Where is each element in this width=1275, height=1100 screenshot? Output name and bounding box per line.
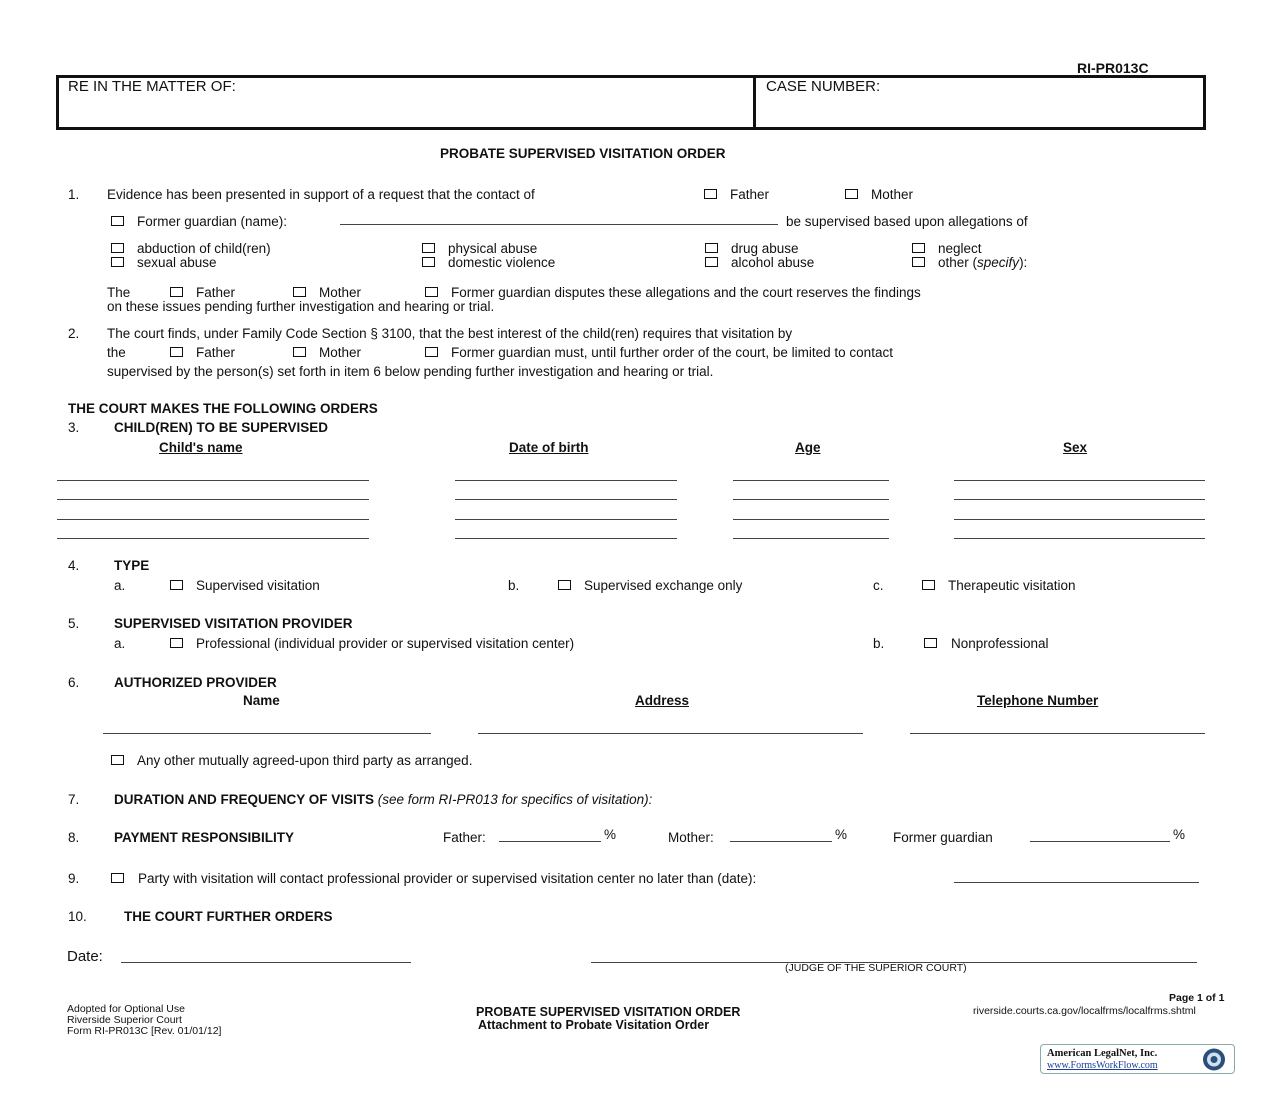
- sex-header: Sex: [1063, 440, 1088, 455]
- item4-title: TYPE: [114, 558, 150, 573]
- item3-number: 3.: [68, 420, 80, 435]
- item5-number: 5.: [68, 616, 80, 631]
- child-name-field[interactable]: [57, 519, 369, 520]
- type-a-letter: a.: [114, 578, 126, 593]
- footer-title: PROBATE SUPERVISED VISITATION ORDER: [476, 1005, 741, 1019]
- therapeutic-visitation-checkbox[interactable]: [922, 580, 935, 590]
- father-checkbox[interactable]: [704, 189, 717, 199]
- footer-left: Adopted for Optional Use Riverside Superior Court Form RI-PR013C [Rev. 01/01/12]: [67, 1003, 222, 1037]
- dob-header: Date of birth: [509, 440, 589, 455]
- supervised-text: be supervised based upon allegations of: [786, 214, 1028, 229]
- child-name-header: Child's name: [159, 440, 243, 455]
- sex-field[interactable]: [954, 519, 1205, 520]
- item4-number: 4.: [68, 558, 80, 573]
- abduction-label: abduction of child(ren): [137, 241, 271, 256]
- mother-pct-sign: %: [835, 827, 848, 842]
- item2-mother-label: Mother: [319, 345, 362, 360]
- item1-text: Evidence has been presented in support of a request that the contact of: [107, 187, 535, 202]
- provider-name-field[interactable]: [103, 733, 431, 734]
- nonprofessional-checkbox[interactable]: [924, 638, 937, 648]
- sex-field[interactable]: [954, 480, 1205, 481]
- father-pct-label: Father:: [443, 830, 486, 845]
- dob-field[interactable]: [455, 480, 677, 481]
- father-pct-field[interactable]: [499, 841, 601, 842]
- father-label: Father: [730, 187, 770, 202]
- former-pct-label: Former guardian: [893, 830, 993, 845]
- globe-icon: [1199, 1046, 1229, 1073]
- dispute-former-guardian-checkbox[interactable]: [425, 287, 438, 297]
- page-title: PROBATE SUPERVISED VISITATION ORDER: [440, 146, 726, 161]
- item2-number: 2.: [68, 326, 80, 341]
- dob-field[interactable]: [455, 538, 677, 539]
- item5-title: SUPERVISED VISITATION PROVIDER: [114, 616, 353, 631]
- item8-number: 8.: [68, 830, 80, 845]
- age-field[interactable]: [733, 519, 889, 520]
- case-number-label: CASE NUMBER:: [766, 78, 881, 95]
- age-header: Age: [795, 440, 821, 455]
- other-allegation-checkbox[interactable]: [912, 257, 925, 267]
- supervised-visitation-checkbox[interactable]: [170, 580, 183, 590]
- provider-address-field[interactable]: [478, 733, 863, 734]
- dob-field[interactable]: [455, 499, 677, 500]
- item2-former-guardian-checkbox[interactable]: [425, 347, 438, 357]
- item2-father-checkbox[interactable]: [170, 347, 183, 357]
- alcohol-abuse-checkbox[interactable]: [705, 257, 718, 267]
- neglect-label: neglect: [938, 241, 982, 256]
- professional-checkbox[interactable]: [170, 638, 183, 648]
- former-guardian-label: Former guardian (name):: [137, 214, 288, 229]
- sex-field[interactable]: [954, 538, 1205, 539]
- dispute-text-2: on these issues pending further investigation and hearing or trial.: [107, 299, 495, 314]
- dispute-the: The: [107, 285, 131, 300]
- item1-number: 1.: [68, 187, 80, 202]
- item2-line3: supervised by the person(s) set forth in item 6 below pending further investigation and hearing or trial.: [107, 364, 714, 379]
- item3-title: CHILD(REN) TO BE SUPERVISED: [114, 420, 329, 435]
- drug-abuse-checkbox[interactable]: [705, 243, 718, 253]
- matter-label: RE IN THE MATTER OF:: [68, 78, 236, 95]
- child-name-field[interactable]: [57, 538, 369, 539]
- age-field[interactable]: [733, 480, 889, 481]
- contact-date-field[interactable]: [954, 882, 1199, 883]
- mother-pct-label: Mother:: [668, 830, 714, 845]
- alcohol-abuse-label: alcohol abuse: [731, 255, 815, 270]
- nonprofessional-label: Nonprofessional: [951, 636, 1049, 651]
- supervised-exchange-checkbox[interactable]: [558, 580, 571, 590]
- type-c-letter: c.: [873, 578, 884, 593]
- item10-title: THE COURT FURTHER ORDERS: [124, 909, 333, 924]
- neglect-checkbox[interactable]: [912, 243, 925, 253]
- provider-a-letter: a.: [114, 636, 126, 651]
- father-pct-sign: %: [604, 827, 617, 842]
- provider-name-header: Name: [243, 693, 280, 708]
- supervised-visitation-label: Supervised visitation: [196, 578, 320, 593]
- page-number: Page 1 of 1: [1169, 992, 1225, 1004]
- date-field[interactable]: [121, 962, 411, 963]
- domestic-violence-label: domestic violence: [448, 255, 556, 270]
- dispute-father-label: Father: [196, 285, 236, 300]
- item9-text: Party with visitation will contact professional provider or supervised visitation center no later than (date):: [138, 871, 757, 886]
- header-divider: [753, 75, 756, 130]
- form-id: RI-PR013C: [1077, 60, 1149, 76]
- age-field[interactable]: [733, 538, 889, 539]
- item2-line2: Former guardian must, until further order of the court, be limited to contact: [451, 345, 893, 360]
- date-label: Date:: [67, 948, 103, 965]
- former-pct-field[interactable]: [1030, 841, 1170, 842]
- provider-address-header: Address: [635, 693, 690, 708]
- provider-phone-header: Telephone Number: [977, 693, 1099, 708]
- mother-label: Mother: [871, 187, 914, 202]
- item6-title: AUTHORIZED PROVIDER: [114, 675, 277, 690]
- sexual-abuse-checkbox[interactable]: [111, 257, 124, 267]
- item2-line1: The court finds, under Family Code Section § 3100, that the best interest of the child(ren) requires that visitation by: [107, 326, 793, 341]
- dispute-father-checkbox[interactable]: [170, 287, 183, 297]
- provider-b-letter: b.: [873, 636, 885, 651]
- item6-number: 6.: [68, 675, 80, 690]
- item10-number: 10.: [68, 909, 87, 924]
- type-b-letter: b.: [508, 578, 520, 593]
- provider-phone-field[interactable]: [910, 733, 1205, 734]
- item2-father-label: Father: [196, 345, 236, 360]
- american-legalnet-logo[interactable]: [1040, 1044, 1235, 1074]
- footer-url: riverside.courts.ca.gov/localfrms/localfrms.shtml: [973, 1005, 1196, 1017]
- child-name-field[interactable]: [57, 480, 369, 481]
- dispute-mother-checkbox[interactable]: [293, 287, 306, 297]
- item7-number: 7.: [68, 792, 80, 807]
- mother-checkbox[interactable]: [845, 189, 858, 199]
- domestic-violence-checkbox[interactable]: [422, 257, 435, 267]
- age-field[interactable]: [733, 499, 889, 500]
- orders-heading: THE COURT MAKES THE FOLLOWING ORDERS: [68, 401, 378, 416]
- other-party-label: Any other mutually agreed-upon third party as arranged.: [137, 753, 473, 768]
- item7-text: DURATION AND FREQUENCY OF VISITS (see form RI-PR013 for specifics of visitation):: [114, 792, 653, 807]
- dob-field[interactable]: [455, 519, 677, 520]
- other-allegation-label: other (specify):: [938, 255, 1028, 270]
- physical-abuse-label: physical abuse: [448, 241, 538, 256]
- item8-title: PAYMENT RESPONSIBILITY: [114, 830, 295, 845]
- former-guardian-checkbox[interactable]: [111, 216, 124, 226]
- item9-number: 9.: [68, 871, 80, 886]
- judge-label: (JUDGE OF THE SUPERIOR COURT): [785, 962, 967, 974]
- former-guardian-name-field[interactable]: [340, 224, 778, 225]
- physical-abuse-checkbox[interactable]: [422, 243, 435, 253]
- logo-url[interactable]: www.FormsWorkFlow.com: [1047, 1060, 1158, 1071]
- other-party-checkbox[interactable]: [111, 755, 124, 765]
- item2-the: the: [107, 345, 126, 360]
- mother-pct-field[interactable]: [730, 841, 832, 842]
- abduction-checkbox[interactable]: [111, 243, 124, 253]
- contact-provider-checkbox[interactable]: [111, 873, 124, 883]
- therapeutic-visitation-label: Therapeutic visitation: [948, 578, 1076, 593]
- former-pct-sign: %: [1173, 827, 1186, 842]
- child-name-field[interactable]: [57, 499, 369, 500]
- supervised-exchange-label: Supervised exchange only: [584, 578, 743, 593]
- dispute-mother-label: Mother: [319, 285, 362, 300]
- sexual-abuse-label: sexual abuse: [137, 255, 217, 270]
- sex-field[interactable]: [954, 499, 1205, 500]
- drug-abuse-label: drug abuse: [731, 241, 799, 256]
- logo-name: American LegalNet, Inc.: [1047, 1048, 1158, 1059]
- professional-label: Professional (individual provider or supervised visitation center): [196, 636, 575, 651]
- item2-mother-checkbox[interactable]: [293, 347, 306, 357]
- footer-subtitle: Attachment to Probate Visitation Order: [478, 1018, 710, 1032]
- dispute-text-1: Former guardian disputes these allegations and the court reserves the findings: [451, 285, 921, 300]
